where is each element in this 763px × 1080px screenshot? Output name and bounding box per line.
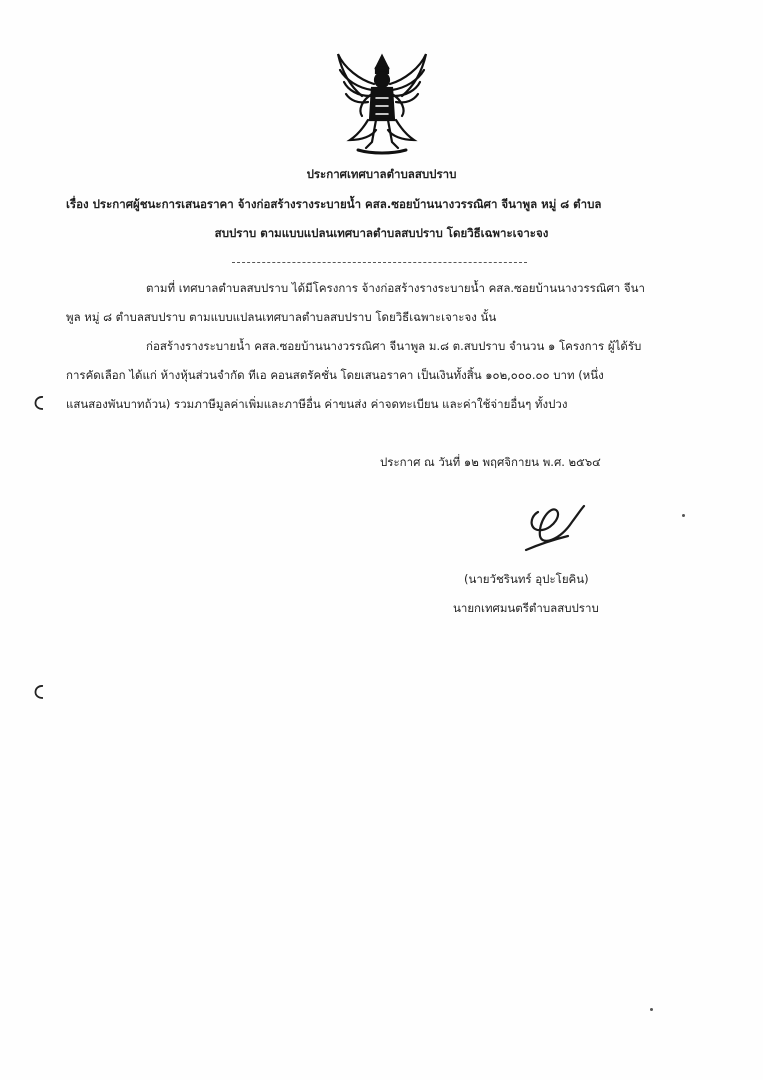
scan-speck — [682, 514, 685, 517]
punch-hole-icon — [30, 683, 46, 701]
handwritten-signature — [520, 500, 590, 560]
signatory-position: นายกเทศมนตรีตำบลสบปราบ — [453, 601, 599, 615]
scan-speck — [650, 1008, 653, 1011]
paragraph-1-line-1: ตามที่ เทศบาลตำบลสบปราบ ได้มีโครงการ จ้างก่อสร้างรางระบายน้ำ คสล.ซอยบ้านนางวรรณิศา จีนา — [146, 281, 645, 295]
document-title: ประกาศเทศบาลตำบลสบปราบ — [306, 167, 457, 181]
divider-rule — [232, 262, 527, 263]
subject-line-2: สบปราบ ตามแบบแปลนเทศบาลตำบลสบปราบ โดยวิธีเฉพาะเจาะจง — [214, 226, 549, 240]
punch-hole-icon — [30, 394, 46, 412]
garuda-emblem-icon — [332, 50, 432, 156]
paragraph-1-line-2: พูล หมู่ ๘ ตำบลสบปราบ ตามแบบแปลนเทศบาลตำบลสบปราบ โดยวิธีเฉพาะเจาะจง นั้น — [66, 310, 497, 324]
paragraph-2-line-1: ก่อสร้างรางระบายน้ำ คสล.ซอยบ้านนางวรรณิศา จีนาพูล ม.๘ ต.สบปราบ จำนวน ๑ โครงการ ผู้ได้รับ — [146, 339, 642, 353]
subject-line-1: เรื่อง ประกาศผู้ชนะการเสนอราคา จ้างก่อสร้างรางระบายน้ำ คสล.ซอยบ้านนางวรรณิศา จีนาพูล หมู่ ๘ ตำบล — [66, 197, 602, 211]
signatory-name: (นายวัชรินทร์ อุปะโยคิน) — [464, 572, 589, 586]
paragraph-2-line-2: การคัดเลือก ได้แก่ ห้างหุ้นส่วนจำกัด ทีเอ คอนสตรัคชั่น โดยเสนอราคา เป็นเงินทั้งสิ้น ๑๐๒,๐๐๐.๐๐ บาท (หนึ่ง — [66, 368, 604, 382]
announcement-date: ประกาศ ณ วันที่ ๑๒ พฤศจิกายน พ.ศ. ๒๕๖๔ — [380, 455, 601, 469]
paragraph-2-line-3: แสนสองพันบาทถ้วน) รวมภาษีมูลค่าเพิ่มและภาษีอื่น ค่าขนส่ง ค่าจดทะเบียน และค่าใช้จ่ายอื่นๆ ทั้งปวง — [66, 397, 568, 411]
